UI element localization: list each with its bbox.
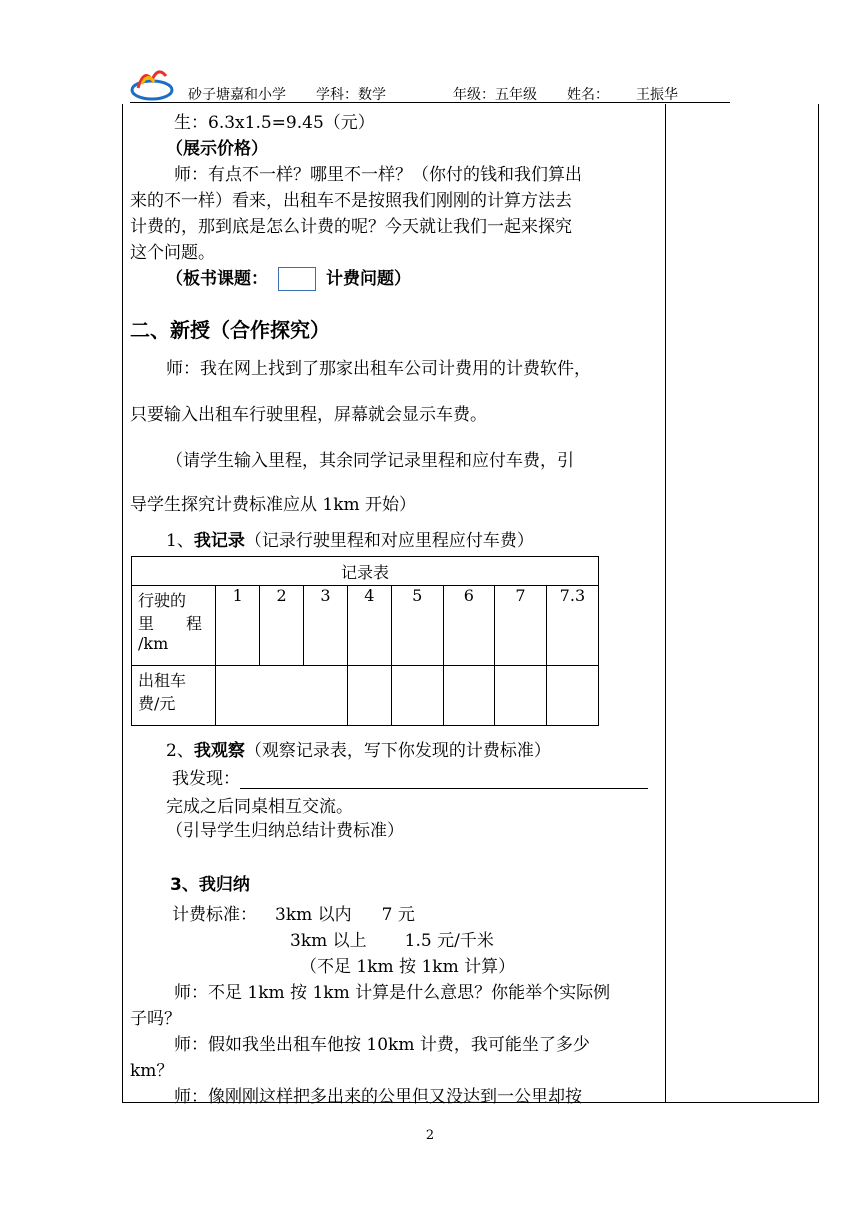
fare-cell (347, 666, 391, 726)
grade: 年级：五年级 (453, 87, 537, 103)
line-guide-2: 导学生探究计费标准应从 1km 开始） (130, 495, 417, 515)
rule-within-distance: 3km 以内 (275, 905, 352, 925)
fare-cell (495, 666, 547, 726)
header-rule (130, 102, 730, 103)
name-label: 姓名： (567, 87, 609, 103)
line-teacher-11: 师：像刚刚这样把多出来的公里但又没达到一公里却按 (174, 1087, 582, 1107)
fare-cell (546, 666, 598, 726)
step-1-title: 我记录 (193, 531, 245, 551)
record-table (131, 556, 599, 726)
step-1 (166, 526, 534, 551)
line-exchange: 完成之后同桌相互交流。 (166, 797, 353, 817)
teacher-name: 王振华 (636, 87, 678, 103)
step-2-desc: （观察记录表，写下你发现的计费标准） (244, 741, 551, 761)
rule-over (290, 926, 494, 951)
step-3-title: 3、我归纳 (170, 875, 250, 895)
rule-over-price: 1.5 元/千米 (404, 931, 494, 951)
distance-label-line-3: /km (138, 634, 169, 653)
distance-cell: 2 (260, 586, 304, 666)
line-teacher-6: 只要输入出租车行驶里程，屏幕就会显示车费。 (130, 405, 487, 425)
line-teacher-5: 师：我在网上找到了那家出租车公司计费用的计费软件， (166, 359, 591, 379)
school-name: 砂子塘嘉和小学 (188, 87, 286, 103)
step-2-number: 2、 (166, 741, 194, 761)
line-teacher-3: 计费的，那到底是怎么计费的呢？今天就让我们一起来探究 (130, 217, 572, 237)
fare-cell (216, 666, 348, 726)
step-1-desc: （记录行驶里程和对应里程应付车费） (244, 531, 534, 551)
school-logo-icon (130, 60, 174, 104)
line-teacher-8: 子吗？ (130, 1009, 181, 1029)
column-divider (665, 104, 666, 1102)
section-heading: 二、新授（合作探究） (130, 318, 330, 342)
distance-cell: 5 (391, 586, 443, 666)
line-teacher-9: 师：假如我坐出租车他按 10km 计费，我可能坐了多少 (174, 1035, 590, 1055)
distance-cell: 6 (443, 586, 495, 666)
distance-cell: 3 (304, 586, 348, 666)
fare-label-line-2: 费/元 (138, 694, 176, 713)
page-header (130, 60, 730, 104)
discovery-blank (240, 772, 648, 789)
rule-within-price: 7 元 (381, 905, 415, 925)
page-number: 2 (425, 1128, 435, 1143)
line-teacher-7: 师：不足 1km 按 1km 计算是什么意思？你能举个实际例 (174, 983, 611, 1003)
line-teacher-4: 这个问题。 (130, 243, 215, 263)
board-title-suffix: 计费问题） (326, 269, 411, 289)
record-table-title: 记录表 (132, 557, 599, 586)
distance-label-line-2: 里 程 (138, 614, 203, 633)
distance-cell: 7 (495, 586, 547, 666)
step-1-number: 1、 (166, 531, 194, 551)
fare-row-label (132, 666, 216, 726)
discovery-line (172, 764, 648, 789)
rule-note: （不足 1km 按 1km 计算） (300, 957, 516, 977)
rule-label: 计费标准： (172, 905, 257, 925)
line-board-title (166, 264, 411, 291)
subject: 学科：数学 (316, 87, 386, 103)
step-2-title: 我观察 (193, 741, 245, 761)
fare-cell (443, 666, 495, 726)
line-teacher-1: 师：有点不一样？哪里不一样？（你付的钱和我们算出 (174, 165, 582, 185)
line-teacher-10: km？ (130, 1061, 174, 1081)
distance-cell: 7.3 (546, 586, 598, 666)
distance-cell: 4 (347, 586, 391, 666)
rule-within (172, 900, 415, 925)
line-show-price: （展示价格） (166, 139, 268, 159)
step-2 (166, 736, 551, 761)
distance-cell: 1 (216, 586, 260, 666)
board-title-prefix: （板书课题： (166, 269, 268, 289)
line-guide-1: （请学生输入里程，其余同学记录里程和应付车费，引 (166, 451, 574, 471)
line-student-calc: 生：6.3x1.5=9.45（元） (174, 113, 375, 133)
distance-label-line-1: 行驶的 (138, 591, 187, 610)
line-guide-3: （引导学生归纳总结计费标准） (166, 821, 404, 841)
rule-over-distance: 3km 以上 (290, 931, 367, 951)
fare-cell (391, 666, 443, 726)
fare-label-line-1: 出租车 (138, 671, 187, 690)
blank-box (278, 267, 316, 291)
discovery-label: 我发现： (172, 769, 240, 789)
distance-row-label (132, 586, 216, 666)
line-teacher-2: 来的不一样）看来，出租车不是按照我们刚刚的计算方法去 (130, 191, 572, 211)
